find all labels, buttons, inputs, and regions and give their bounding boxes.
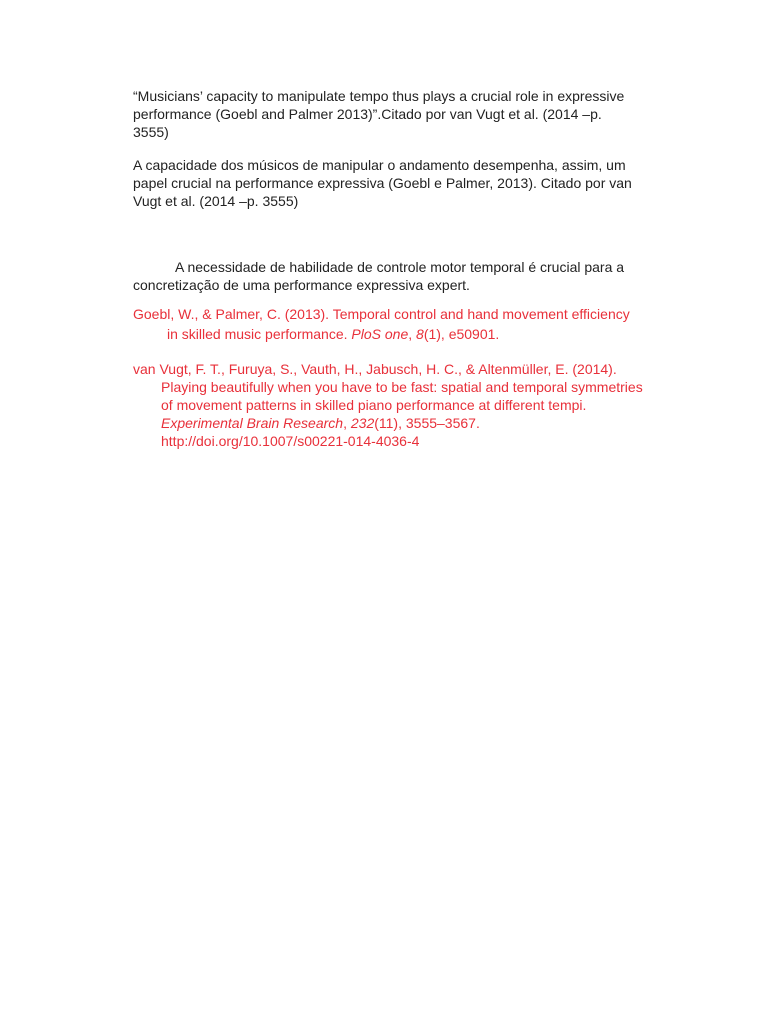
reference-issue-pages: (1), e50901. — [423, 326, 500, 342]
reference-journal: PloS one — [351, 326, 409, 342]
reference-volume: 8 — [416, 326, 424, 342]
reference-text: van Vugt, F. T., Furuya, S., Vauth, H., Jabusch, H. C., & Altenmüller, E. (2014). Playing beautifully when you have to be fast: spatial and temporal symmetries of movement patterns in skilled piano performance at different tempi. — [133, 361, 643, 413]
reference-separator: , — [343, 415, 351, 431]
statement-paragraph: A necessidade de habilidade de controle motor temporal é crucial para a concretização de uma performance expressiva expert. — [133, 259, 625, 293]
reference-text: Goebl, W., & Palmer, C. (2013). Temporal control and hand movement efficiency in skilled music performance. — [133, 306, 630, 342]
portuguese-translation-paragraph: A capacidade dos músicos de manipular o andamento desempenha, assim, um papel crucial na performance expressiva (Goebl e Palmer, 2013). Citado por van Vugt et al. (2014 –p. 3555) — [133, 157, 632, 209]
reference-volume: 232 — [350, 415, 375, 431]
reference-van-vugt — [133, 360, 643, 450]
reference-journal: Experimental Brain Research — [161, 415, 344, 431]
reference-separator: , — [408, 326, 417, 342]
english-quote-paragraph: “Musicians’ capacity to manipulate tempo thus plays a crucial role in expressive performance (Goebl and Palmer 2013)”.Citado por van Vugt et al. (2014 –p. 3555) — [133, 88, 625, 140]
reference-issue-pages-doi: (11), 3555–3567. http://doi.org/10.1007/s00221-014-4036-4 — [161, 415, 480, 449]
reference-goebl-palmer — [133, 304, 643, 344]
